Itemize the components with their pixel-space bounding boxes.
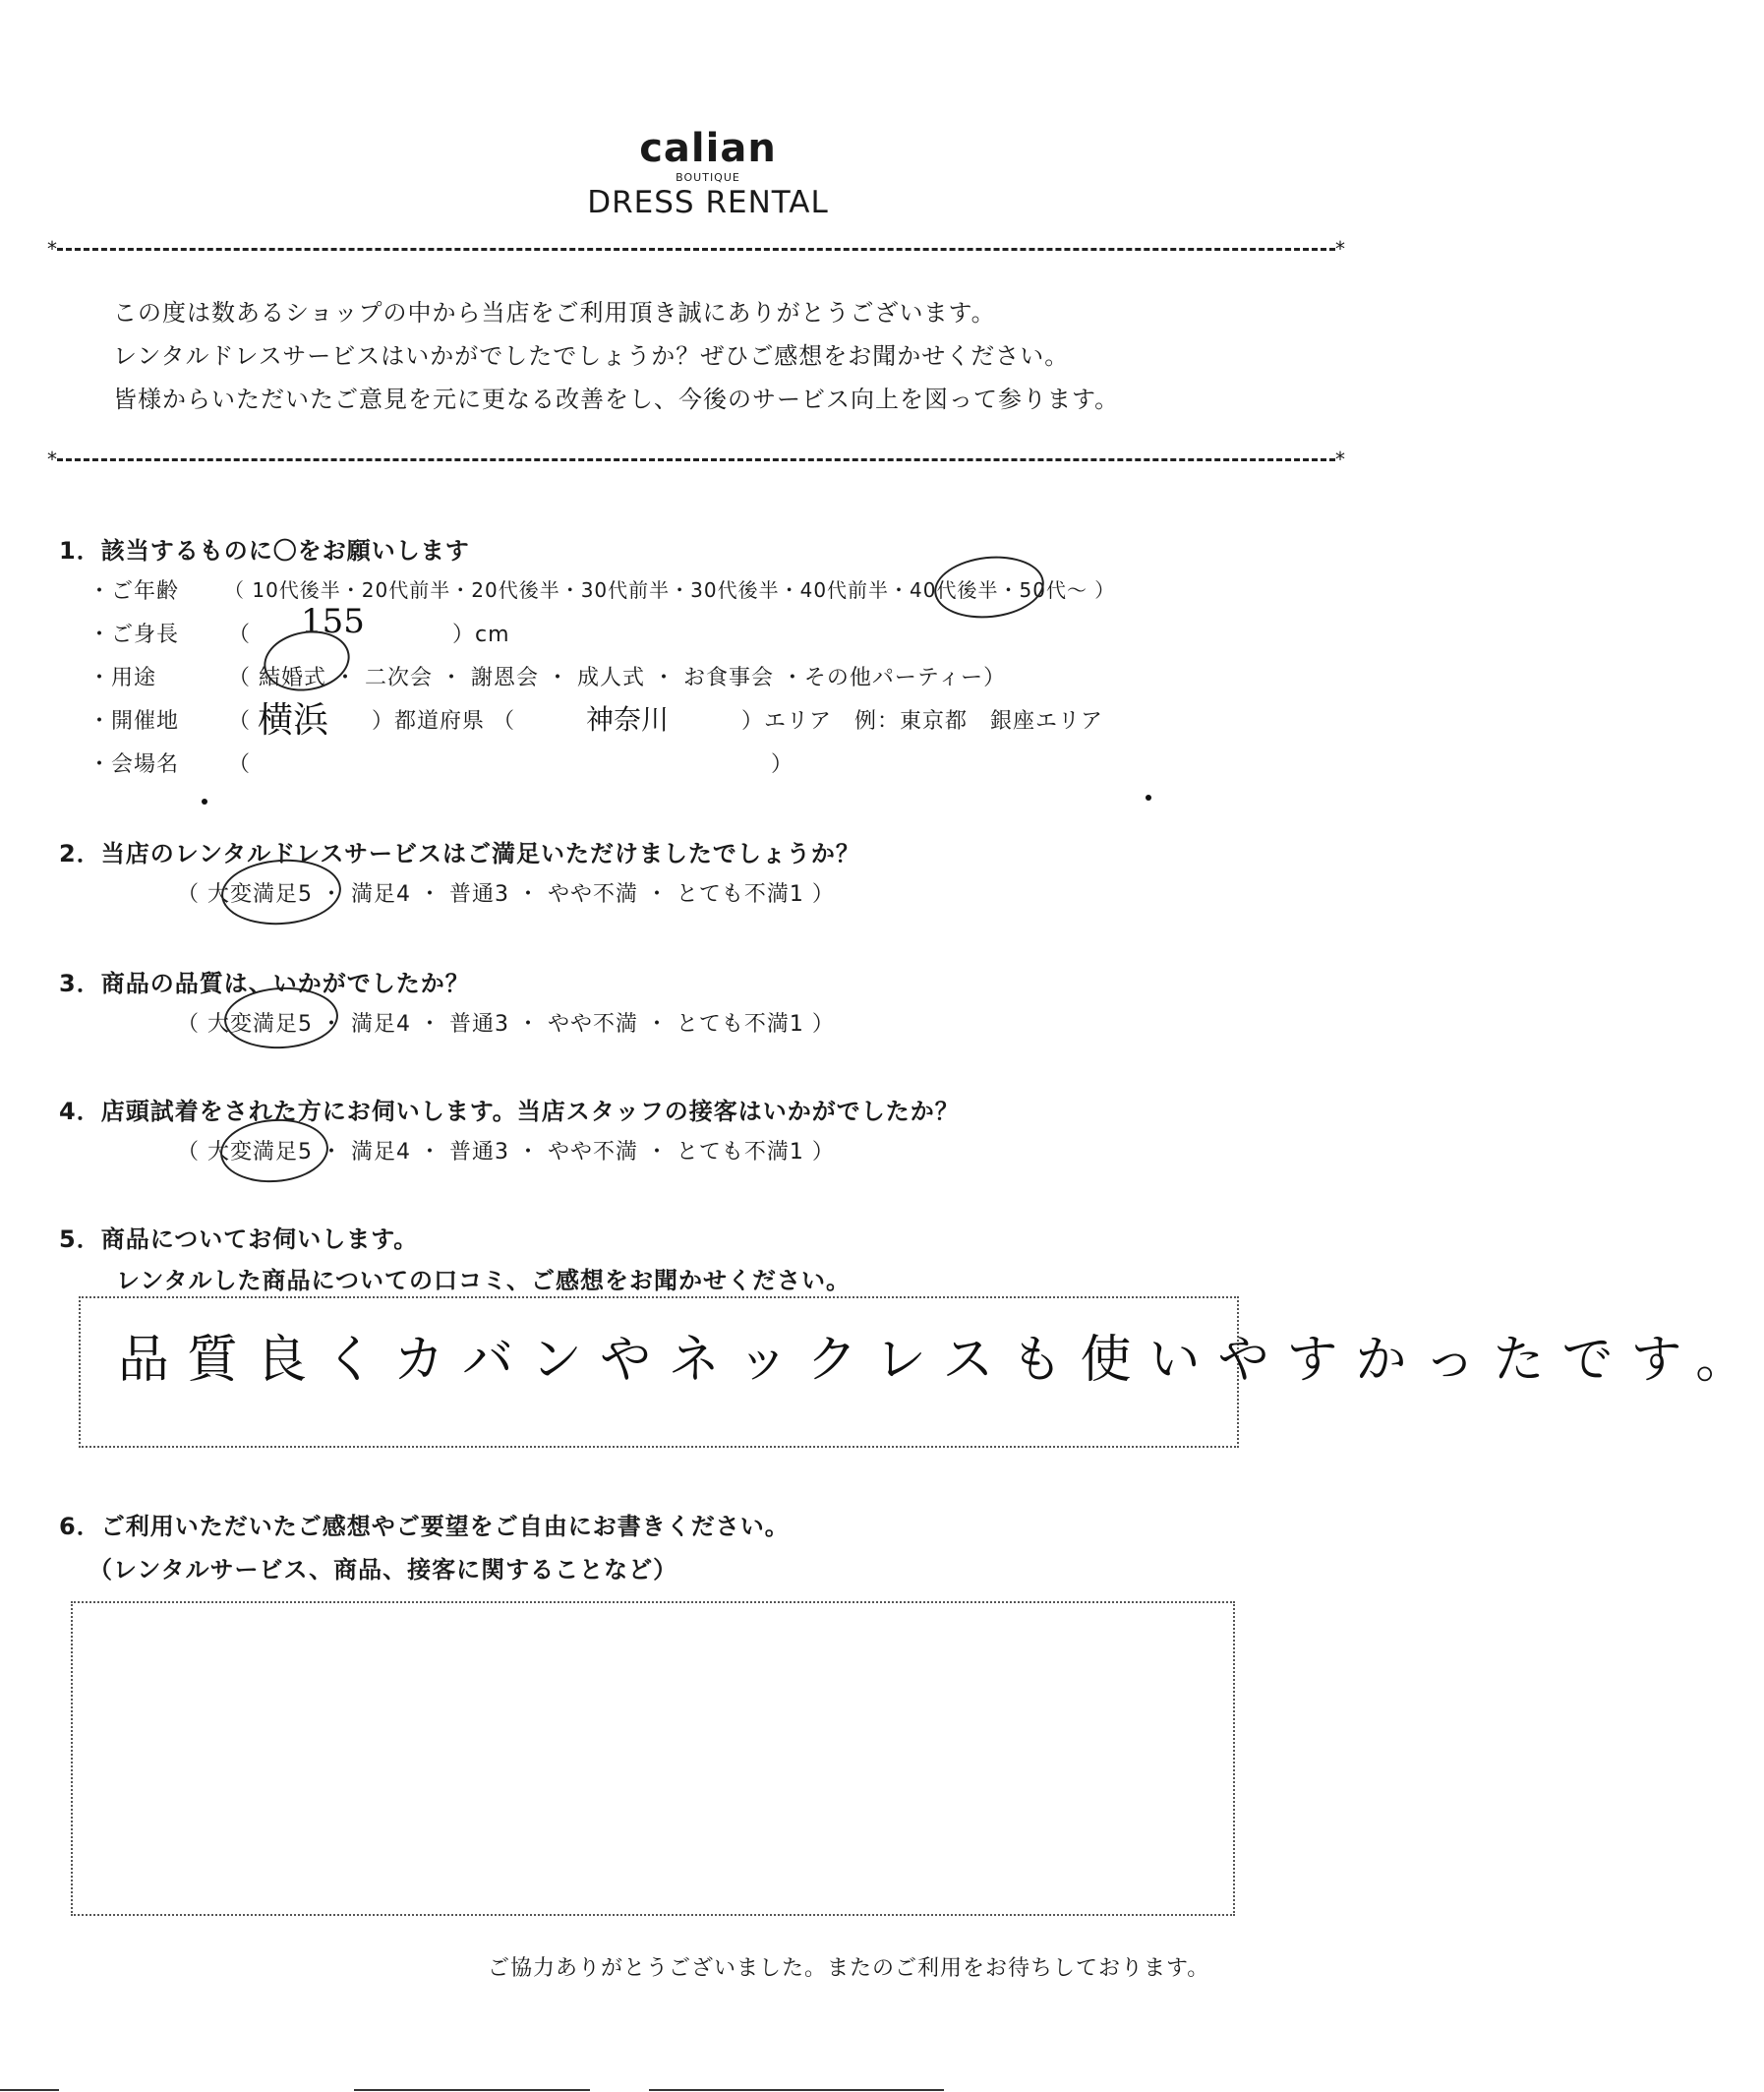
purpose-options[interactable]: （ 結婚式 ・ 二次会 ・ 謝恩会 ・ 成人式 ・ お食事会 ・その他パーティー）: [228, 666, 1007, 690]
age-selection-circle: [931, 551, 1047, 623]
q4-options[interactable]: （ 大変満足5 ・ 満足4 ・ 普通3 ・ やや不満 ・ とても不満1 ）: [177, 1140, 835, 1165]
q1-title: 1．該当するものに〇をお願いします: [59, 537, 470, 565]
purpose-label: ・用途: [88, 666, 157, 690]
venue-city-value[interactable]: 横浜: [258, 700, 329, 741]
q3-options[interactable]: （ 大変満足5 ・ 満足4 ・ 普通3 ・ やや不満 ・ とても不満1 ）: [177, 1012, 835, 1037]
intro-line-3: 皆様からいただいたご意見を元に更なる改善をし、今後のサービス向上を図って参ります。: [113, 386, 1120, 413]
brand-logo: calian: [639, 126, 777, 171]
scan-speck: [202, 799, 207, 805]
height-value[interactable]: 155: [301, 602, 365, 641]
venue-area-open-paren: （: [228, 709, 252, 734]
venue-name-label: ・会場名: [88, 752, 180, 777]
q2-title: 2．当店のレンタルドレスサービスはご満足いただけましたでしょうか？: [59, 840, 860, 867]
intro-line-1: この度は数あるショップの中から当店をご利用頂き誠にありがとうございます。: [113, 299, 996, 327]
q3-title: 3．商品の品質は、いかがでしたか？: [59, 970, 470, 997]
venue-area-mid: ）都道府県 （: [372, 709, 515, 734]
q6-subtitle: （レンタルサービス、商品、接客に関することなど）: [88, 1556, 678, 1584]
q5-answer-text[interactable]: 品質良くカバンやネックレスも使いやすかったです。: [118, 1331, 1764, 1390]
venue-area-label: ・開催地: [88, 709, 180, 734]
venue-name-field[interactable]: （ ）: [228, 752, 794, 777]
q4-title: 4．店頭試着をされた方にお伺いします。当店スタッフの接客はいかがでしたか？: [59, 1098, 960, 1125]
height-open-paren: （: [228, 623, 252, 647]
height-unit: ）cm: [452, 623, 510, 647]
scan-speck: [1146, 795, 1151, 801]
q6-title: 6．ご利用いただいたご感想やご要望をご自由にお書きください。: [59, 1513, 790, 1540]
q6-answer-box[interactable]: [71, 1601, 1235, 1916]
age-label: ・ご年齢: [88, 579, 180, 604]
scan-artifact: [649, 2089, 944, 2091]
venue-pref-value[interactable]: 神奈川: [586, 703, 670, 736]
bottom-divider: [57, 458, 1335, 461]
q5-subtitle: レンタルした商品についての口コミ、ご感想をお聞かせください。: [116, 1267, 851, 1294]
q5-title: 5．商品についてお伺いします。: [59, 1225, 419, 1253]
height-label: ・ご身長: [88, 623, 180, 647]
intro-line-2: レンタルドレスサービスはいかがでしたでしょうか？ぜひご感想をお聞かせください。: [113, 342, 1070, 370]
age-options[interactable]: （ 10代後半・20代前半・20代後半・30代前半・30代後半・40代前半・40代後半・50代～ ）: [224, 578, 1116, 602]
service-title: DRESS RENTAL: [587, 185, 829, 220]
scan-artifact: [0, 2089, 59, 2091]
closing-message: ご協力ありがとうございました。またのご利用をお待ちしております。: [488, 1956, 1210, 1981]
brand-logo-subtitle: BOUTIQUE: [676, 171, 740, 184]
venue-area-tail: ）エリア 例：東京都 銀座エリア: [741, 709, 1104, 734]
top-divider: [57, 248, 1335, 251]
q2-options[interactable]: （ 大変満足5 ・ 満足4 ・ 普通3 ・ やや不満 ・ とても不満1 ）: [177, 882, 835, 907]
scan-artifact: [354, 2089, 590, 2091]
